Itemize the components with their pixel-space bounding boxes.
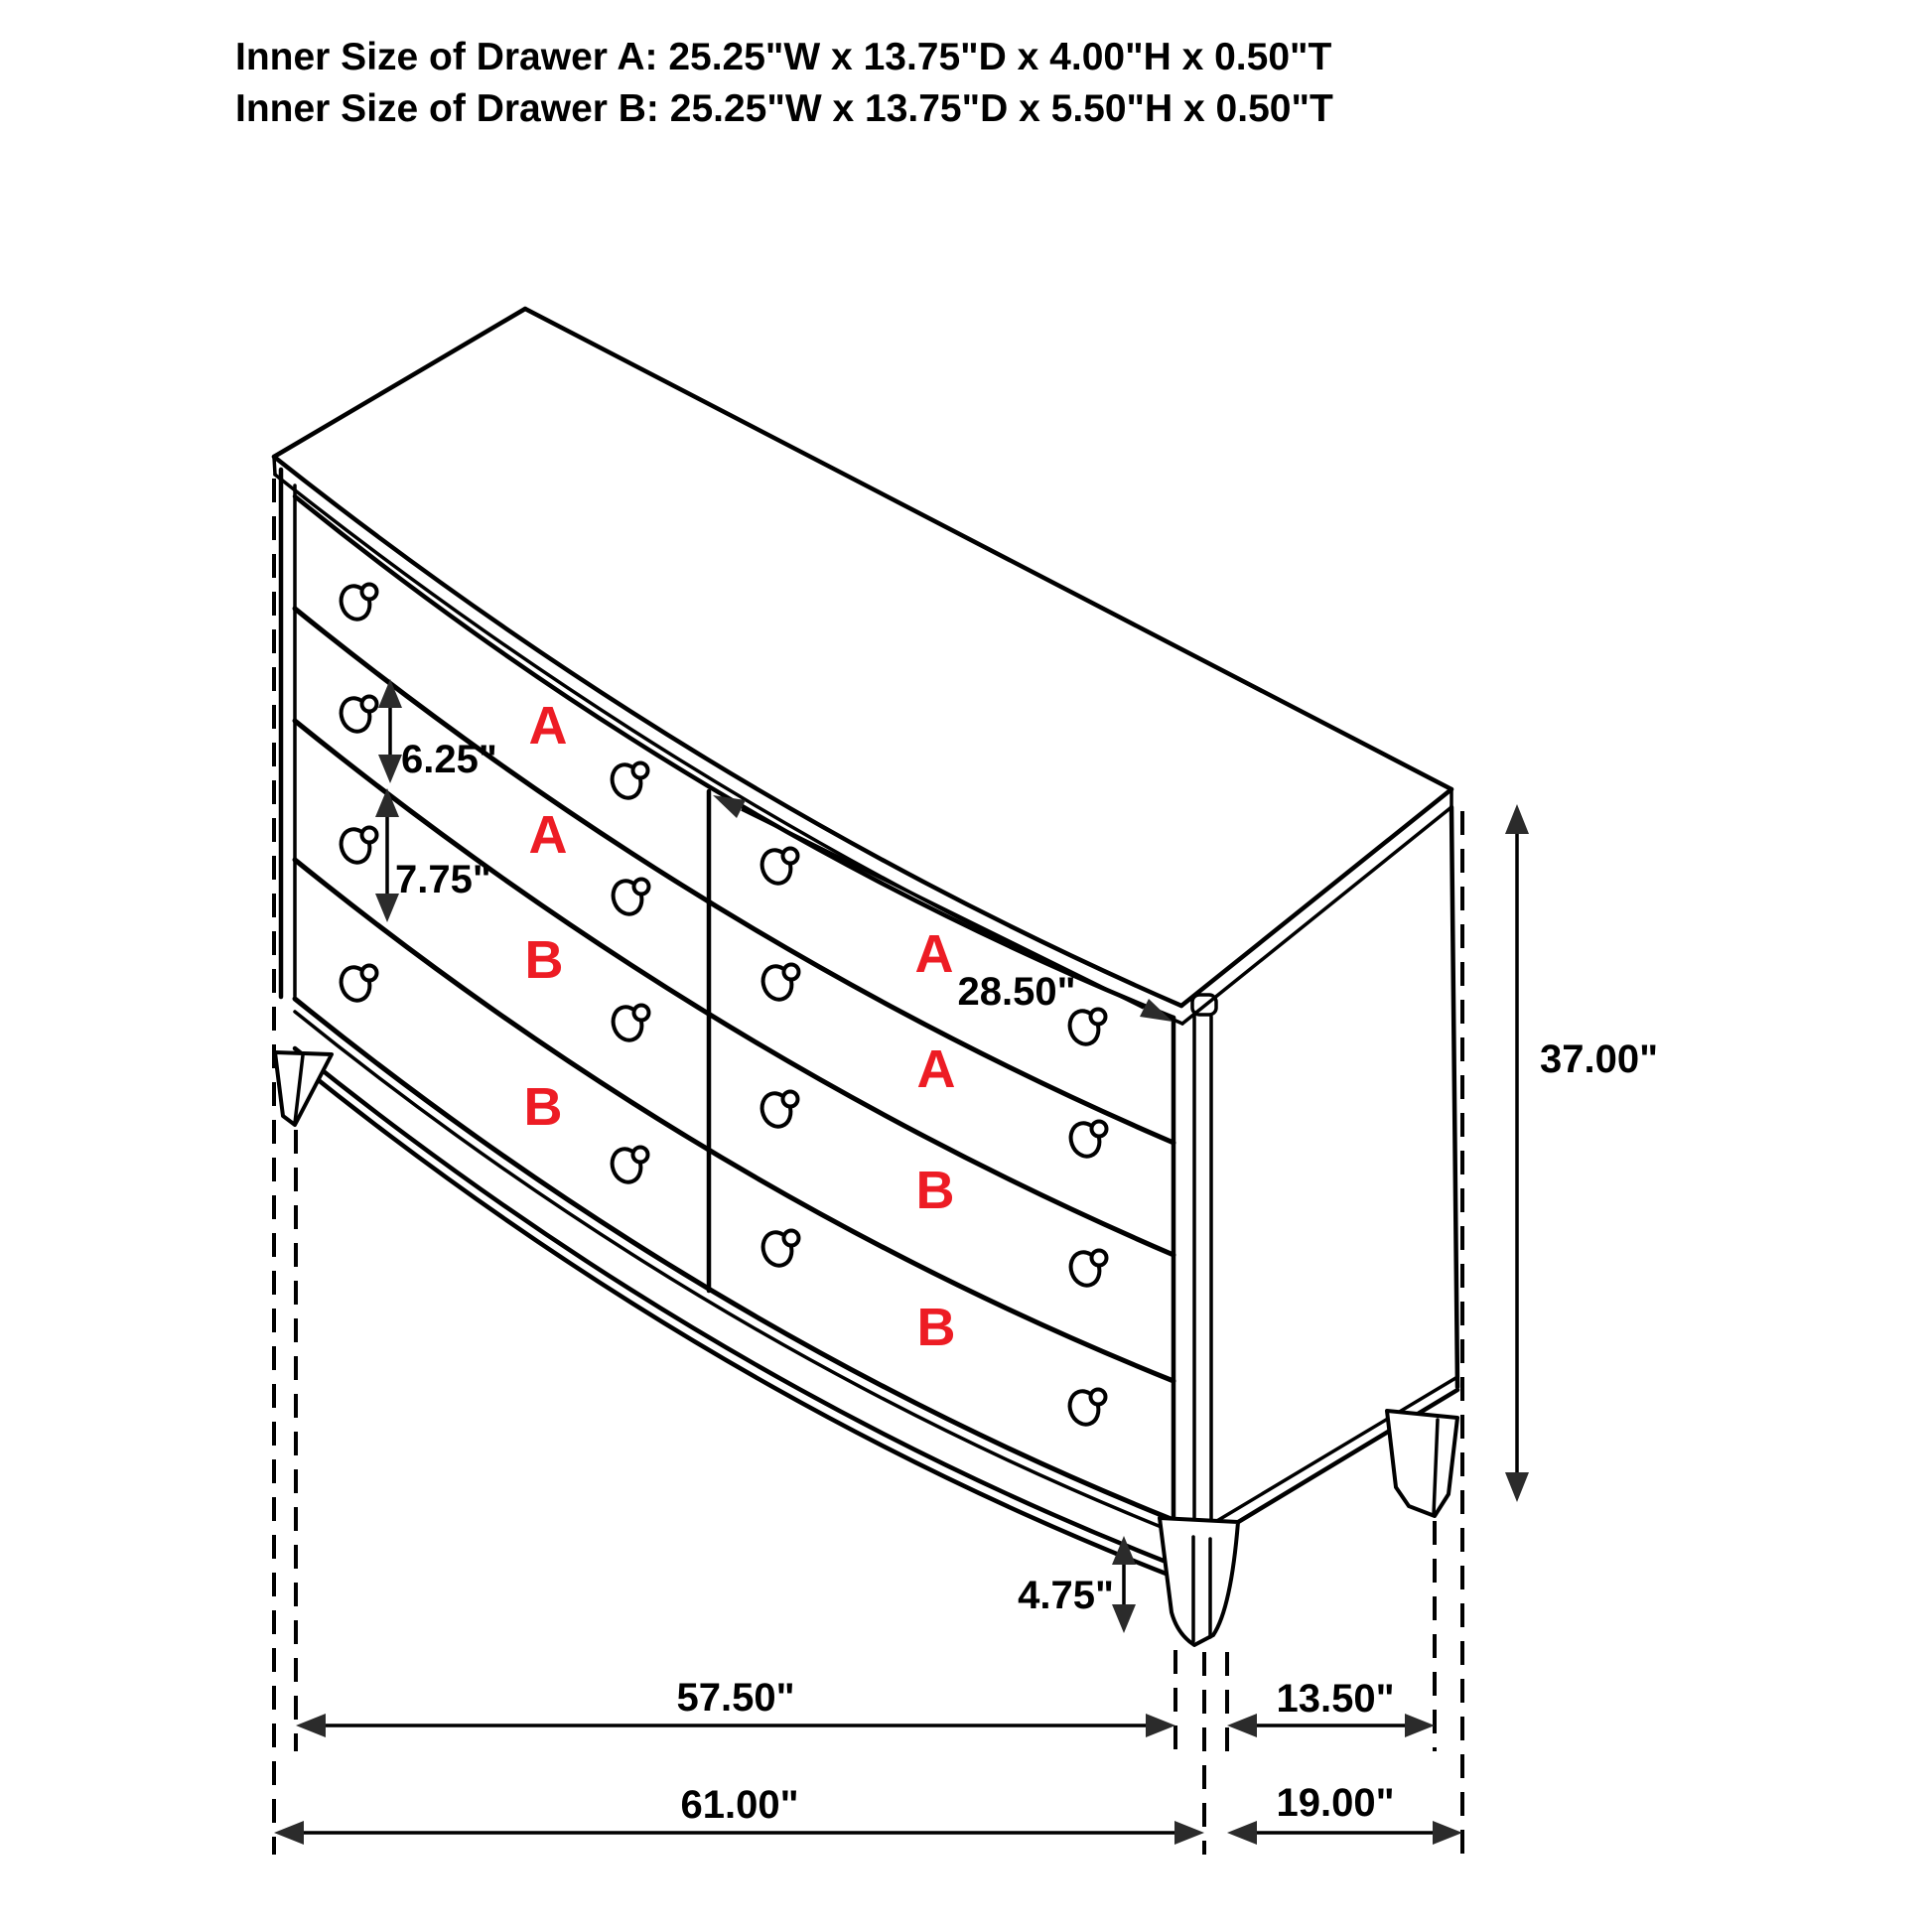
- drawer-label-right-1: A: [914, 924, 954, 984]
- side-back-edge: [1451, 807, 1457, 1387]
- dresser-legs: [275, 1052, 1457, 1645]
- arrowhead-right: [1174, 1821, 1204, 1845]
- drawer-knob: [608, 1145, 647, 1186]
- drawer-label-left-1: A: [528, 696, 568, 756]
- dimension-label: 7.75": [395, 858, 491, 901]
- arrowhead-left: [1227, 1821, 1257, 1845]
- title-line-2: Inner Size of Drawer B: 25.25"W x 13.75"D x 5.50"H x 0.50"T: [235, 87, 1333, 130]
- drawer-knob: [609, 877, 648, 918]
- dimension-label: 13.50": [1276, 1677, 1395, 1721]
- top-back-right-edge: [525, 309, 1451, 789]
- dimension-leg-span-width: [296, 1676, 1175, 1737]
- drawer-knob: [337, 694, 376, 736]
- top-back-left-edge: [274, 309, 525, 457]
- drawer-label-right-4: B: [916, 1298, 956, 1357]
- dimension-leg-height: [1018, 1536, 1136, 1633]
- drawer-knob: [758, 846, 797, 888]
- arrowhead-right: [1146, 1714, 1175, 1737]
- dimension-drawer-a-height: [378, 679, 497, 783]
- diagram-title: [235, 36, 1333, 130]
- drawer-label-left-4: B: [523, 1077, 563, 1137]
- arrowhead-up: [1505, 804, 1529, 834]
- arrowhead-down: [1112, 1604, 1136, 1633]
- arrowhead-left: [274, 1821, 304, 1845]
- drawer-knob: [337, 963, 376, 1005]
- dimension-label: 37.00": [1540, 1037, 1659, 1081]
- arrowhead-right: [1140, 999, 1173, 1022]
- dresser-top: [274, 309, 1451, 1024]
- drawer-knob: [1066, 1119, 1106, 1161]
- title-line-1: Inner Size of Drawer A: 25.25"W x 13.75"D x 4.00"H x 0.50"T: [235, 36, 1332, 78]
- drawer-knob: [1065, 1387, 1105, 1429]
- dimension-leg-span-depth: [1227, 1677, 1435, 1737]
- drawer-knob: [337, 582, 376, 623]
- drawer-label-left-2: A: [528, 805, 568, 865]
- arrowhead-left: [1227, 1714, 1257, 1737]
- dresser-front-face: [281, 470, 1173, 1577]
- dimension-label: 4.75": [1018, 1574, 1114, 1617]
- drawer-label-right-2: A: [916, 1039, 956, 1099]
- dimension-label: 6.25": [401, 738, 497, 781]
- back-right-leg: [1387, 1411, 1457, 1516]
- top-side-edge: [1181, 789, 1451, 1006]
- slab-left-tick: [274, 457, 275, 475]
- drawer-knob: [1066, 1248, 1106, 1290]
- base-molding-bottom: [295, 1061, 1173, 1577]
- drawer-knob: [758, 1089, 797, 1131]
- arrowhead-right: [1433, 1821, 1462, 1845]
- drawer-knob: [759, 1228, 798, 1270]
- front-right-leg: [1160, 1518, 1238, 1645]
- drawer-knob: [609, 1003, 648, 1044]
- dimension-label: 61.00": [680, 1783, 799, 1827]
- drawer-label-left-3: B: [524, 930, 564, 990]
- slab-bottom-side-edge: [1182, 807, 1451, 1024]
- arrowhead-down: [378, 755, 402, 783]
- drawer-label-right-3: B: [915, 1161, 955, 1220]
- drawer-knob: [337, 825, 376, 867]
- drawer-knob: [608, 760, 647, 802]
- dimension-overall-depth: [1227, 1781, 1462, 1845]
- base-molding-top: [295, 999, 1173, 1520]
- arrowhead-down: [1505, 1472, 1529, 1502]
- dimension-label: 57.50": [676, 1676, 795, 1720]
- dimension-label: 19.00": [1276, 1781, 1395, 1825]
- arrowhead-up: [378, 679, 402, 708]
- top-front-edge: [274, 457, 1181, 1006]
- dimension-overall-height: [1505, 804, 1658, 1502]
- arrowhead-right: [1405, 1714, 1435, 1737]
- dimension-overall-width: [274, 1783, 1204, 1845]
- arrowhead-left: [296, 1714, 326, 1737]
- dimension-label: 28.50": [957, 970, 1076, 1014]
- base-molding-mid: [295, 1012, 1173, 1532]
- drawer-knob: [759, 962, 798, 1004]
